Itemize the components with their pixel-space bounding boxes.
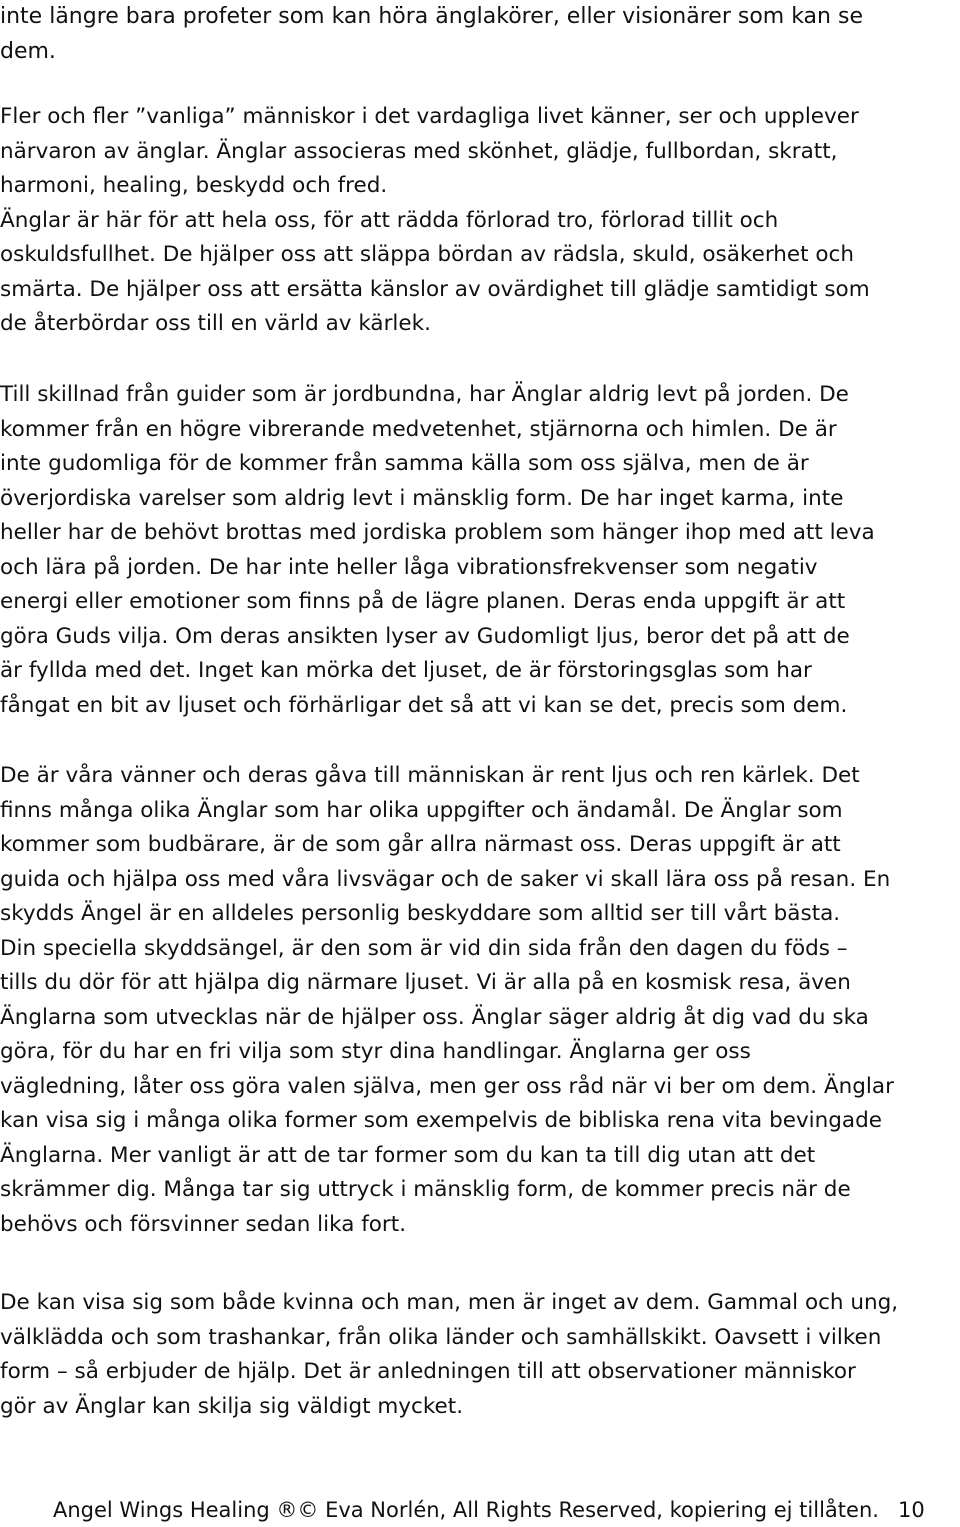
text-line: Till skillnad från guider som är jordbundna, har Änglar aldrig levt på jorden. De <box>0 382 849 407</box>
text-line: tills du dör för att hjälpa dig närmare ljuset. Vi är alla på en kosmisk resa, även <box>0 970 851 995</box>
text-line: närvaron av änglar. Änglar associeras med skönhet, glädje, fullbordan, skratt, <box>0 138 838 164</box>
text-line: Änglarna. Mer vanligt är att de tar former som du kan ta till dig utan att det <box>0 1142 816 1168</box>
text-line: Din speciella skyddsängel, är den som är vid din sida från den dagen du föds – <box>0 935 848 961</box>
text-line: kan visa sig i många olika former som exempelvis de bibliska rena vita bevingade <box>0 1108 882 1133</box>
footer-copyright: Angel Wings Healing ®© Eva Norlén, All Rights Reserved, kopiering ej tillåten. <box>53 1498 879 1522</box>
text-line: fångat en bit av ljuset och förhärligar det så att vi kan se det, precis som dem. <box>0 692 848 718</box>
page-number: 10 <box>898 1498 925 1522</box>
text-line: gör av Änglar kan skilja sig väldigt mycket. <box>0 1393 464 1419</box>
paragraph-3 <box>0 378 960 723</box>
text-line: finns många olika Änglar som har olika uppgifter och ändamål. De Änglar som <box>0 797 843 823</box>
text-line: och lära på jorden. De har inte heller låga vibrationsfrekvenser som negativ <box>0 554 818 580</box>
text-line: guida och hjälpa oss med våra livsvägar och de saker vi skall lära oss på resan. En <box>0 866 891 892</box>
text-line: är fyllda med det. Inget kan mörka det ljuset, de är förstoringsglas som har <box>0 658 812 683</box>
text-line: de återbördar oss till en värld av kärlek. <box>0 311 431 336</box>
text-line: dem. <box>0 38 56 64</box>
text-line: välklädda och som trashankar, från olika länder och samhällskikt. Oavsett i vilken <box>0 1324 882 1350</box>
text-line: vägledning, låter oss göra valen själva, men ger oss råd när vi ber om dem. Änglar <box>0 1073 894 1099</box>
text-line: energi eller emotioner som finns på de lägre planen. Deras enda uppgift är att <box>0 589 846 614</box>
text-line: De är våra vänner och deras gåva till människan är rent ljus och ren kärlek. Det <box>0 763 860 788</box>
text-line: Fler och fler ”vanliga” människor i det vardagliga livet känner, ser och upplever <box>0 104 859 129</box>
paragraph-2 <box>0 100 960 342</box>
text-line: göra, för du har en fri vilja som styr dina handlingar. Änglarna ger oss <box>0 1039 751 1064</box>
text-line: skrämmer dig. Många tar sig uttryck i mänsklig form, de kommer precis när de <box>0 1177 851 1202</box>
paragraph-4 <box>0 759 960 1242</box>
text-line: heller har de behövt brottas med jordiska problem som hänger ihop med att leva <box>0 520 875 545</box>
page-footer <box>0 1493 960 1527</box>
text-line: harmoni, healing, beskydd och fred. <box>0 173 388 198</box>
text-line: form – så erbjuder de hjälp. Det är anledningen till att observationer människor <box>0 1359 856 1384</box>
text-line: smärta. De hjälper oss att ersätta känslor av ovärdighet till glädje samtidigt som <box>0 276 870 302</box>
text-line: De kan visa sig som både kvinna och man, men är inget av dem. Gammal och ung, <box>0 1290 899 1315</box>
paragraph-1 <box>0 0 960 69</box>
text-line: Änglar är här för att hela oss, för att rädda förlorad tro, förlorad tillit och <box>0 207 779 233</box>
text-line: oskuldsfullhet. De hjälper oss att släppa bördan av rädsla, skuld, osäkerhet och <box>0 242 855 267</box>
paragraph-5 <box>0 1286 960 1424</box>
text-line: göra Guds vilja. Om deras ansikten lyser av Gudomligt ljus, beror det på att de <box>0 623 850 649</box>
text-line: kommer från en högre vibrerande medvetenhet, stjärnorna och himlen. De är <box>0 416 837 442</box>
text-line: inte gudomliga för de kommer från samma källa som oss själva, men de är <box>0 451 809 476</box>
text-line: överjordiska varelser som aldrig levt i mänsklig form. De har inget karma, inte <box>0 485 844 511</box>
text-line: behövs och försvinner sedan lika fort. <box>0 1211 407 1237</box>
text-line: inte längre bara profeter som kan höra änglakörer, eller visionärer som kan se <box>0 4 863 29</box>
text-line: Änglarna som utvecklas när de hjälper oss. Änglar säger aldrig åt dig vad du ska <box>0 1004 869 1030</box>
text-line: skydds Ängel är en alldeles personlig beskyddare som alltid ser till vårt bästa. <box>0 901 841 926</box>
text-line: kommer som budbärare, är de som går allra närmast oss. Deras uppgift är att <box>0 832 841 857</box>
